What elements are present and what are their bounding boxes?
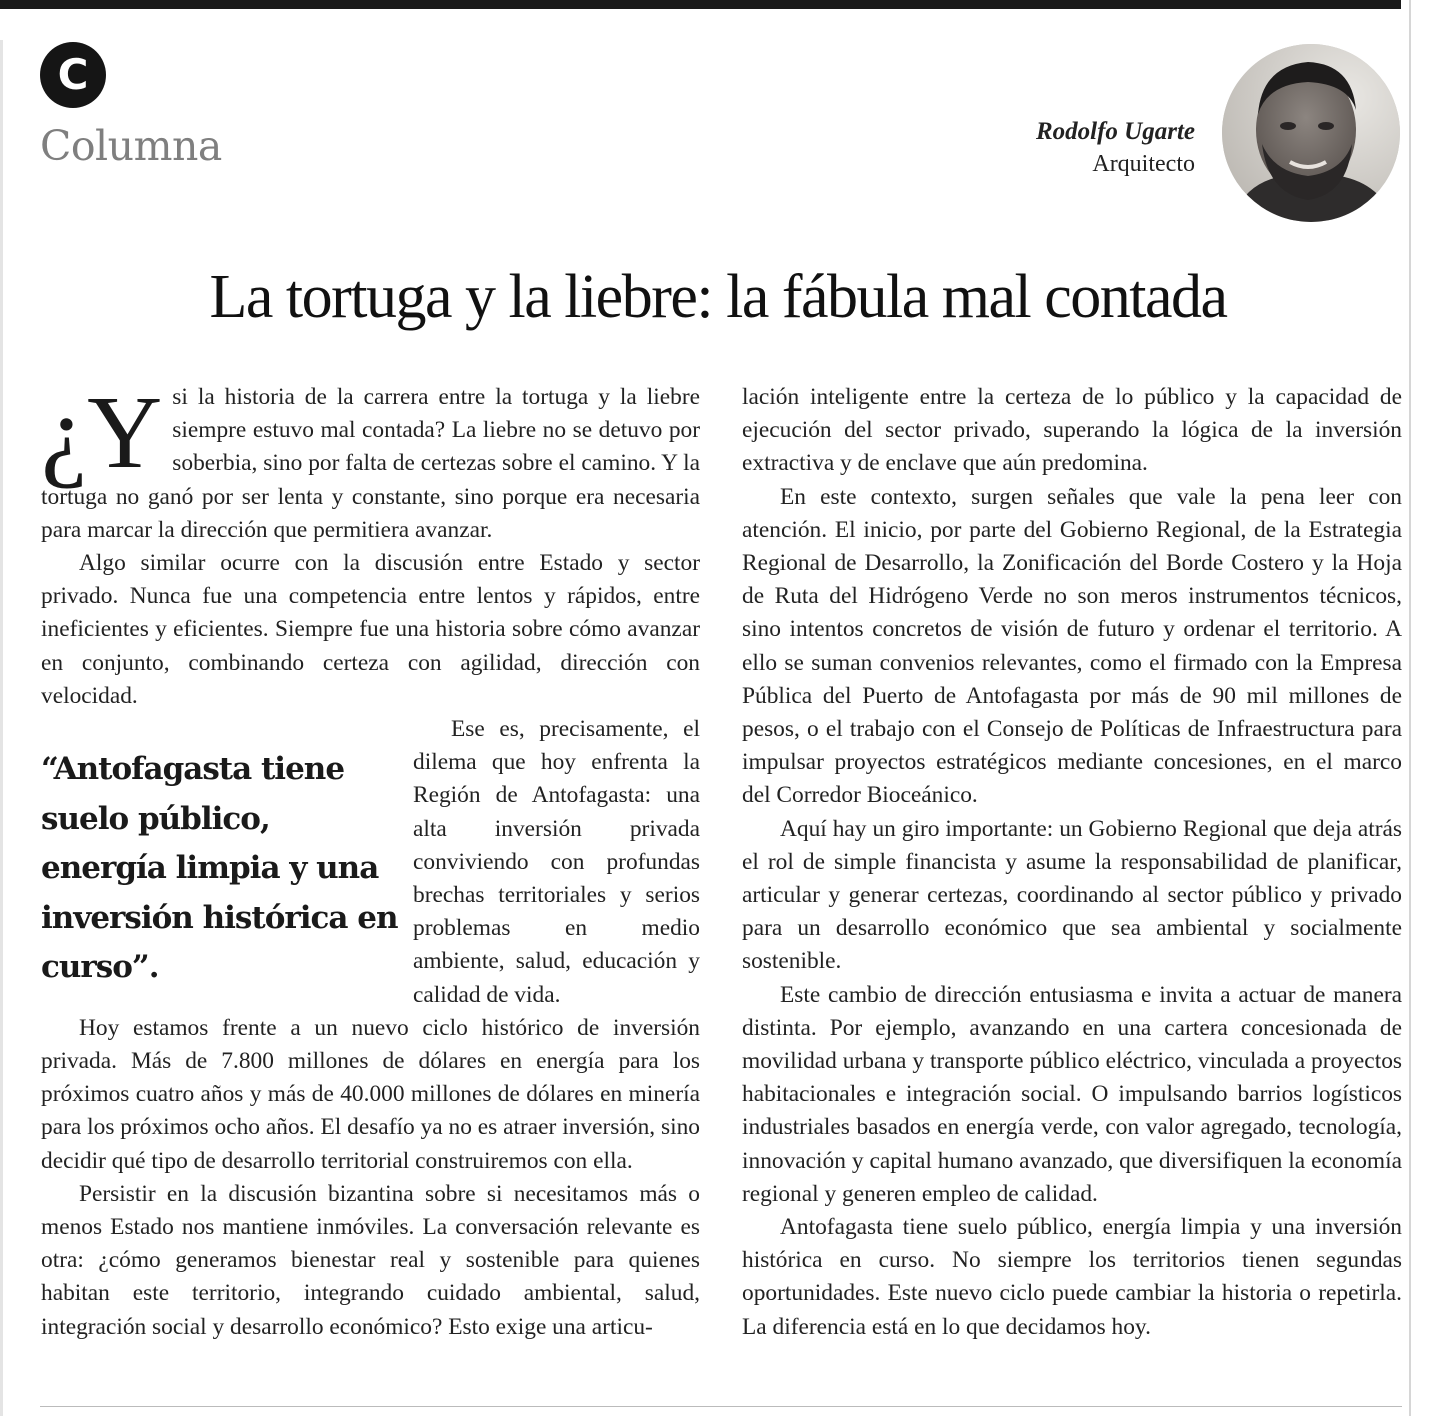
author-role: Arquitecto: [1092, 151, 1195, 177]
author-name: Rodolfo Ugarte: [1035, 118, 1195, 145]
paragraph-2: Algo similar ocurre con la discusión entre Estado y sector privado. Nunca fue una competencia entre lentos y rápidos, entre ineficientes y eficientes. Siempre fue una historia sobre cómo avanzar en conjunto, combinando certeza con agilidad, dirección con velocidad.: [41, 550, 700, 709]
left-margin-rule: [0, 40, 3, 1416]
paragraph-3: Ese es, precisamente, el dilema que hoy enfrenta la Región de Antofagasta: una alta inversión privada conviviendo con profundas brechas territoriales y serios problemas en medio ambiente, salud, educación y calidad de vida.: [413, 716, 700, 1008]
right-margin-rule: [1409, 0, 1411, 1416]
paragraph-1: si la historia de la carrera entre la tortuga y la liebre siempre estuvo mal contada? La liebre no se detuvo por soberbia, sino por falta de certezas sobre el camino. Y la tortuga no ganó por ser lenta y constante, sino porque era necesaria para marcar la dirección que permitiera avanzar.: [41, 384, 700, 543]
article-headline: La tortuga y la liebre: la fábula mal contada: [209, 263, 1227, 331]
author-byline: [1036, 116, 1195, 180]
top-rule: [0, 0, 1401, 9]
paragraph-5-part-2: lación inteligente entre la certeza de lo público y la capacidad de ejecución del sector privado, superando la lógica de la inversión extractiva y de enclave que aún predomina.: [742, 384, 1402, 477]
bottom-rule: [40, 1406, 1402, 1407]
article-column-right: [742, 381, 1402, 1387]
section-badge: C: [40, 42, 106, 108]
paragraph-6: En este contexto, surgen señales que vale la pena leer con atención. El inicio, por parte del Gobierno Regional, de la Estrategia Regional de Desarrollo, la Zonificación del Borde Costero y la Hoja de Ruta del Hidrógeno Verde no son meros instrumentos técnicos, sino intentos concretos de visión de futuro y ordenar el territorio. A ello se suman convenios relevantes, como el firmado con la Empresa Pública del Puerto de Antofagasta por más de 90 mil millones de pesos, o el trabajo con el Consejo de Políticas de Infraestructura para impulsar proyectos estratégicos mediante concesiones, en el marco del Corredor Bioceánico.: [742, 483, 1402, 809]
section-title: Columna: [40, 122, 222, 170]
paragraph-7: Aquí hay un giro importante: un Gobierno Regional que deja atrás el rol de simple financista y asume la responsabilidad de planificar, articular y generar certezas, coordinando al sector público y privado para un desarrollo económico que sea ambiental y socialmente sostenible.: [742, 815, 1402, 975]
paragraph-5-part-1: Persistir en la discusión bizantina sobre si necesitamos más o menos Estado nos mantiene inmóviles. La conversación relevante es otra: ¿cómo generamos bienestar real y sostenible para quienes habitan este territorio, integrando cuidado ambiental, salud, integración social y desarrollo económico? Esto exige una articu-: [41, 1180, 700, 1340]
paragraph-9: Antofagasta tiene suelo público, energía limpia y una inversión histórica en curso. No siempre los territorios tienen segundas oportunidades. Este nuevo ciclo puede cambiar la historia o repetirla. La diferencia está en lo que decidamos hoy.: [742, 1214, 1402, 1340]
author-photo: [1222, 44, 1400, 222]
paragraph-8: Este cambio de dirección entusiasma e invita a actuar de manera distinta. Por ejemplo, avanzando en una cartera concesionada de movilidad urbana y transporte público eléctrico, vinculada a proyectos habitacionales e integración social. O impulsando barrios logísticos industriales basados en energía verde, con valor agregado, tecnología, innovación y capital humano avanzado, que diversifiquen la economía regional y generen empleo de calidad.: [742, 981, 1402, 1207]
article-column-left: [41, 375, 700, 1387]
author-portrait-icon: [1222, 44, 1400, 222]
paragraph-4: Hoy estamos frente a un nuevo ciclo histórico de inversión privada. Más de 7.800 millones de dólares en energía para los próximos cuatro años y más de 40.000 millones de dólares en minería para los próximos ocho años. El desafío ya no es atraer inversión, sino decidir qué tipo de desarrollo territorial construiremos con ella.: [41, 1014, 700, 1174]
drop-cap: ¿Y: [41, 375, 163, 490]
pull-quote: “Antofagasta tiene suelo público, energía limpia y una inversión histórica en curso”.: [41, 751, 398, 986]
